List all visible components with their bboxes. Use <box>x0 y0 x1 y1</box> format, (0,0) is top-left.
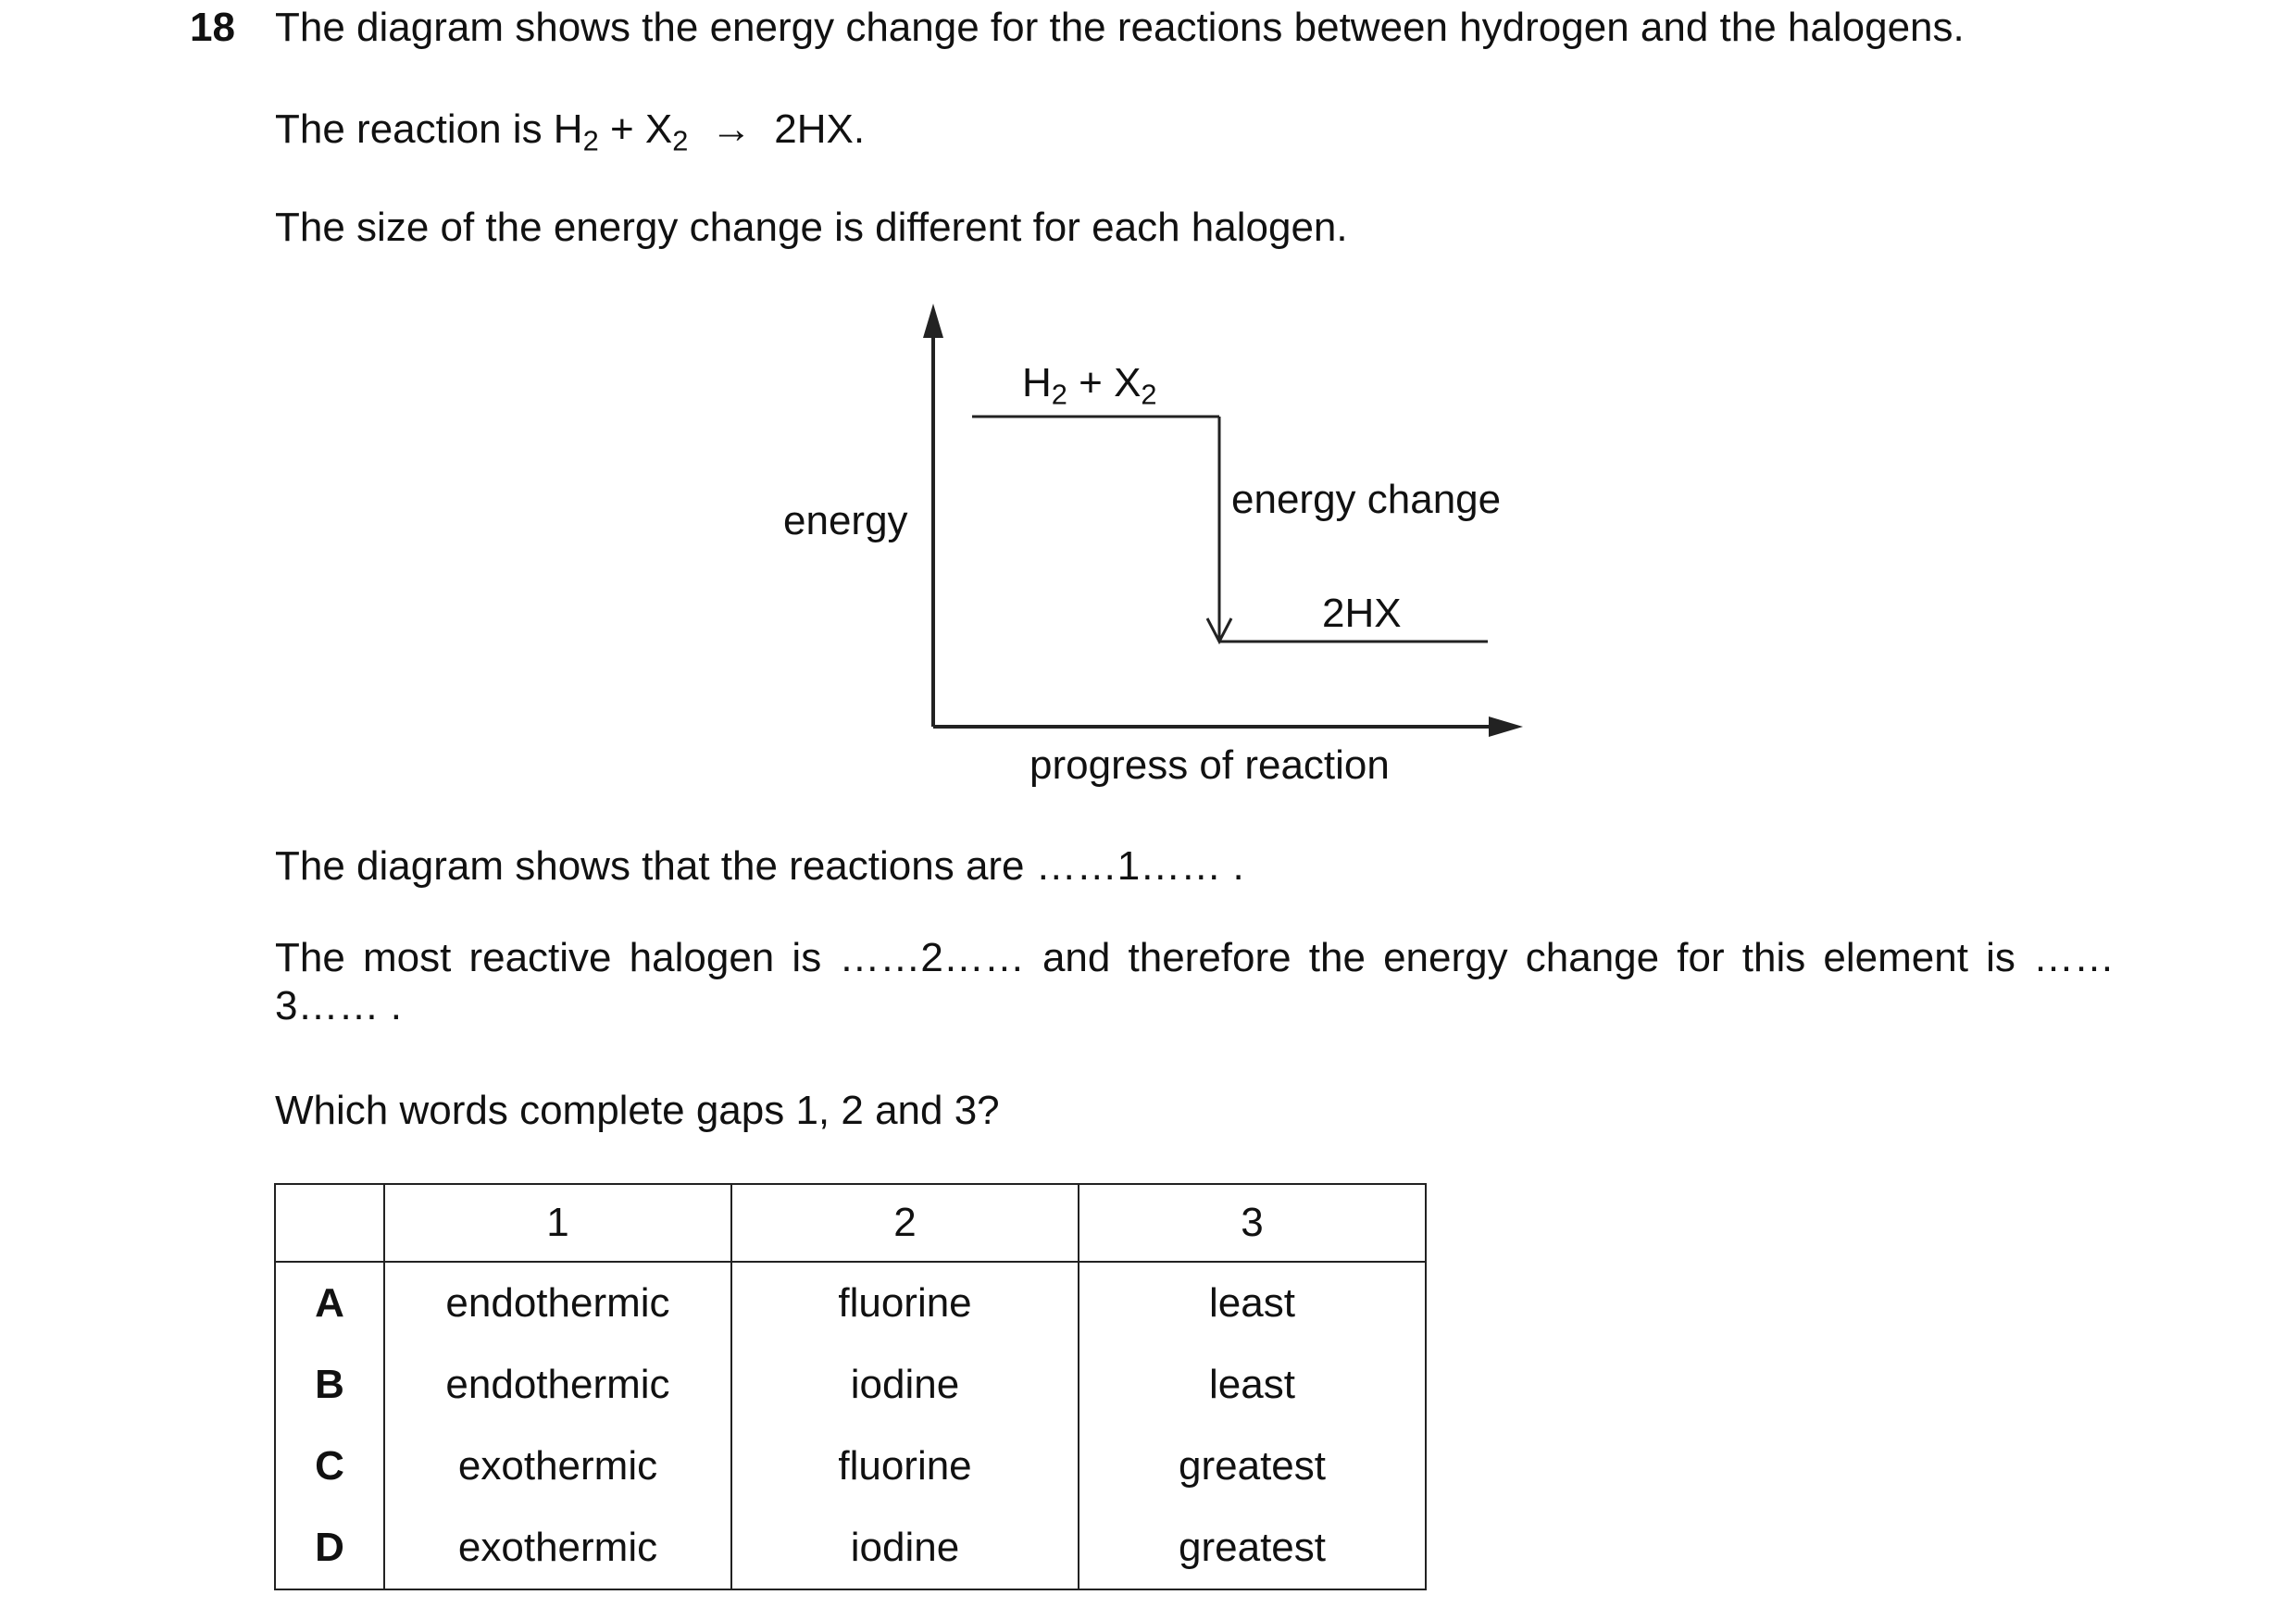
option-row-b[interactable] <box>275 1344 1426 1426</box>
question-intro: The diagram shows the energy change for the reactions between hydrogen and the halogens. <box>275 5 1965 50</box>
option-key: B <box>275 1344 384 1426</box>
option-key: C <box>275 1426 384 1507</box>
gap-sentence-2: The most reactive halogen is ……2…… and therefore the energy change for this element is ……3…… . <box>275 935 2115 1028</box>
option-cell: exothermic <box>384 1426 731 1507</box>
option-cell: least <box>1079 1344 1426 1426</box>
option-cell: exothermic <box>384 1507 731 1589</box>
option-cell: fluorine <box>731 1426 1079 1507</box>
option-row-a[interactable] <box>275 1262 1426 1344</box>
option-cell: least <box>1079 1262 1426 1344</box>
option-cell: iodine <box>731 1344 1079 1426</box>
option-cell: endothermic <box>384 1344 731 1426</box>
option-cell: greatest <box>1079 1426 1426 1507</box>
table-header-cell <box>275 1184 384 1262</box>
reactants-label: $H_2 + X_2$ <box>1022 360 1157 411</box>
x-axis-label: progress of reaction <box>1029 742 1390 788</box>
option-cell: fluorine <box>731 1262 1079 1344</box>
option-key: D <box>275 1507 384 1589</box>
gap-sentence-1: The diagram shows that the reactions are ……1…… . <box>275 843 1244 889</box>
reaction-arrow-icon: → <box>710 106 752 152</box>
option-cell: greatest <box>1079 1507 1426 1589</box>
question-prompt: Which words complete gaps 1, 2 and 3? <box>275 1088 1000 1133</box>
y-axis-arrowhead-icon <box>923 304 943 338</box>
question-number: 18 <box>190 5 235 50</box>
table-header-cell: 1 <box>384 1184 731 1262</box>
table-header-cell: 3 <box>1079 1184 1426 1262</box>
table-header-cell: 2 <box>731 1184 1079 1262</box>
option-key: A <box>275 1262 384 1344</box>
table-header-row <box>275 1184 1426 1262</box>
option-row-d[interactable] <box>275 1507 1426 1589</box>
option-cell: endothermic <box>384 1262 731 1344</box>
products-label: 2HX <box>1322 591 1402 636</box>
statement-text: The size of the energy change is different for each halogen. <box>275 205 1348 250</box>
option-cell: iodine <box>731 1507 1079 1589</box>
answer-options-table <box>274 1183 1427 1590</box>
reaction-equation: The reaction is $H_2 + X_2 \to 2HX$. <box>275 106 866 157</box>
y-axis-label: energy <box>783 498 908 543</box>
x-axis-arrowhead-icon <box>1489 717 1523 737</box>
option-row-c[interactable] <box>275 1426 1426 1507</box>
energy-change-label: energy change <box>1231 477 1502 522</box>
